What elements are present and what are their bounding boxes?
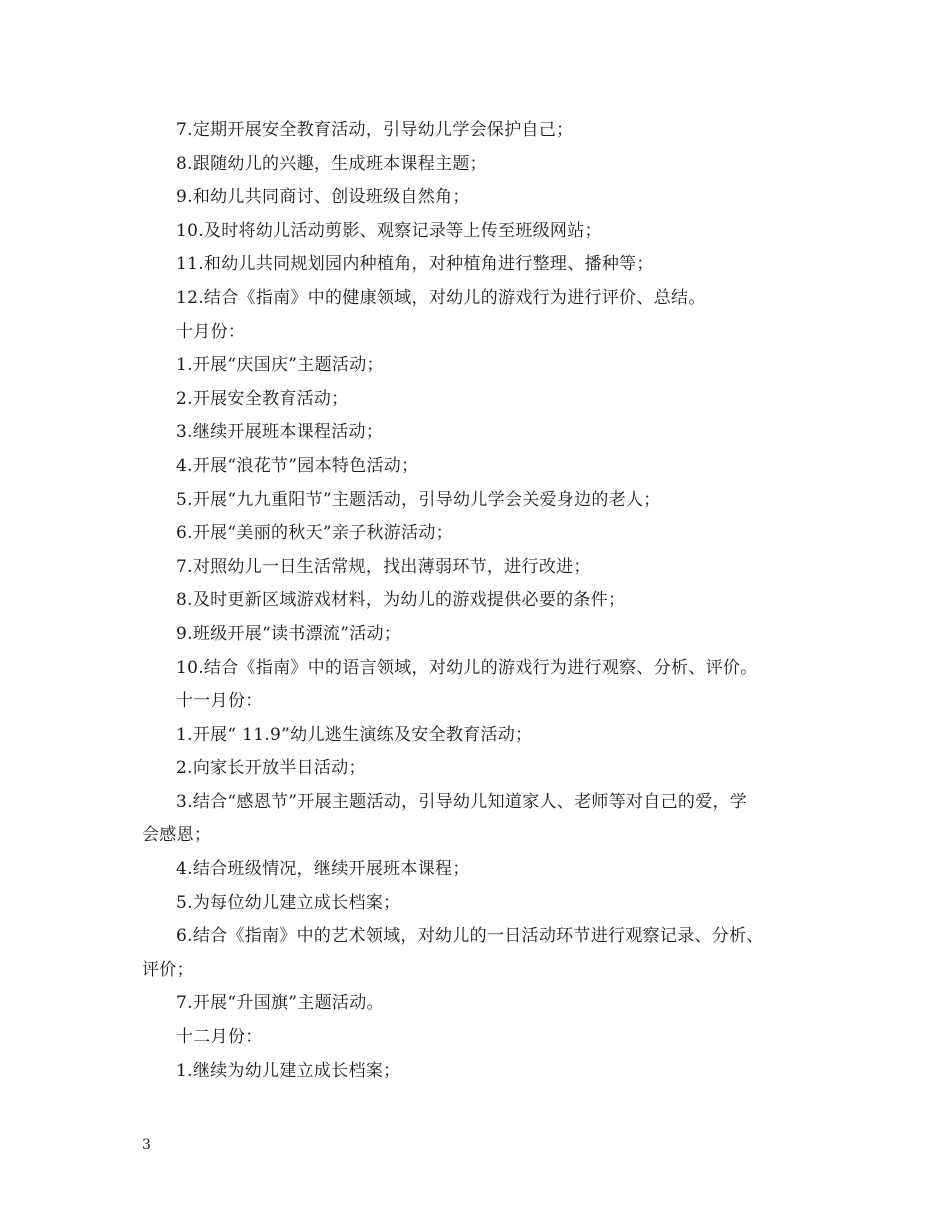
text-line: 4.结合班级情况，继续开展班本课程； (176, 859, 470, 880)
text-line: 12.结合《指南》中的健康领域，对幼儿的游戏行为进行评价、总结。 (176, 287, 706, 308)
text-line: 8.跟随幼儿的兴趣，生成班本课程主题； (176, 153, 487, 174)
section-heading-december: 十二月份： (176, 1027, 263, 1048)
text-line: 2.向家长开放半日活动； (176, 758, 366, 779)
section-heading-november: 十一月份： (176, 691, 263, 712)
text-line: 7.开展“升国旗”主题活动。 (176, 993, 384, 1014)
text-line: 6.结合《指南》中的艺术领域，对幼儿的一日活动环节进行观察记录、分析、 (176, 926, 764, 947)
text-line-continuation: 会感恩； (142, 825, 212, 846)
text-line: 9.和幼儿共同商讨、创设班级自然角； (176, 187, 470, 208)
section-heading-october: 十月份： (176, 321, 246, 342)
text-line: 3.结合“感恩节”开展主题活动，引导幼儿知道家人、老师等对自己的爱，学 (176, 791, 748, 812)
text-line: 8.及时更新区域游戏材料，为幼儿的游戏提供必要的条件； (176, 590, 626, 611)
text-line: 5.开展“九九重阳节”主题活动，引导幼儿学会关爱身边的老人； (176, 489, 661, 510)
text-line: 7.对照幼儿一日生活常规，找出薄弱环节，进行改进； (176, 556, 591, 577)
page-number: 3 (142, 1137, 151, 1153)
text-line: 5.为每位幼儿建立成长档案； (176, 892, 401, 913)
text-line: 6.开展“美丽的秋天”亲子秋游活动； (176, 523, 454, 544)
text-line: 2.开展安全教育活动； (176, 388, 349, 409)
text-line: 1.开展“庆国庆”主题活动； (176, 355, 384, 376)
text-line: 10.结合《指南》中的语言领域，对幼儿的游戏行为进行观察、分析、评价。 (176, 657, 758, 678)
document-body (142, 114, 814, 1088)
text-line-continuation: 评价； (142, 959, 194, 980)
text-line: 3.继续开展班本课程活动； (176, 422, 384, 443)
text-line: 1.继续为幼儿建立成长档案； (176, 1060, 401, 1081)
text-line: 11.和幼儿共同规划园内种植角，对种植角进行整理、播种等； (176, 254, 654, 275)
text-line: 10.及时将幼儿活动剪影、观察记录等上传至班级网站； (176, 220, 602, 241)
text-line: 7.定期开展安全教育活动，引导幼儿学会保护自己； (176, 120, 574, 140)
text-line: 9.班级开展“读书漂流”活动； (176, 623, 402, 644)
text-line: 4.开展“浪花节”园本特色活动； (176, 455, 419, 476)
text-line: 1.开展“ 11.9”幼儿逃生演练及安全教育活动； (176, 724, 533, 745)
